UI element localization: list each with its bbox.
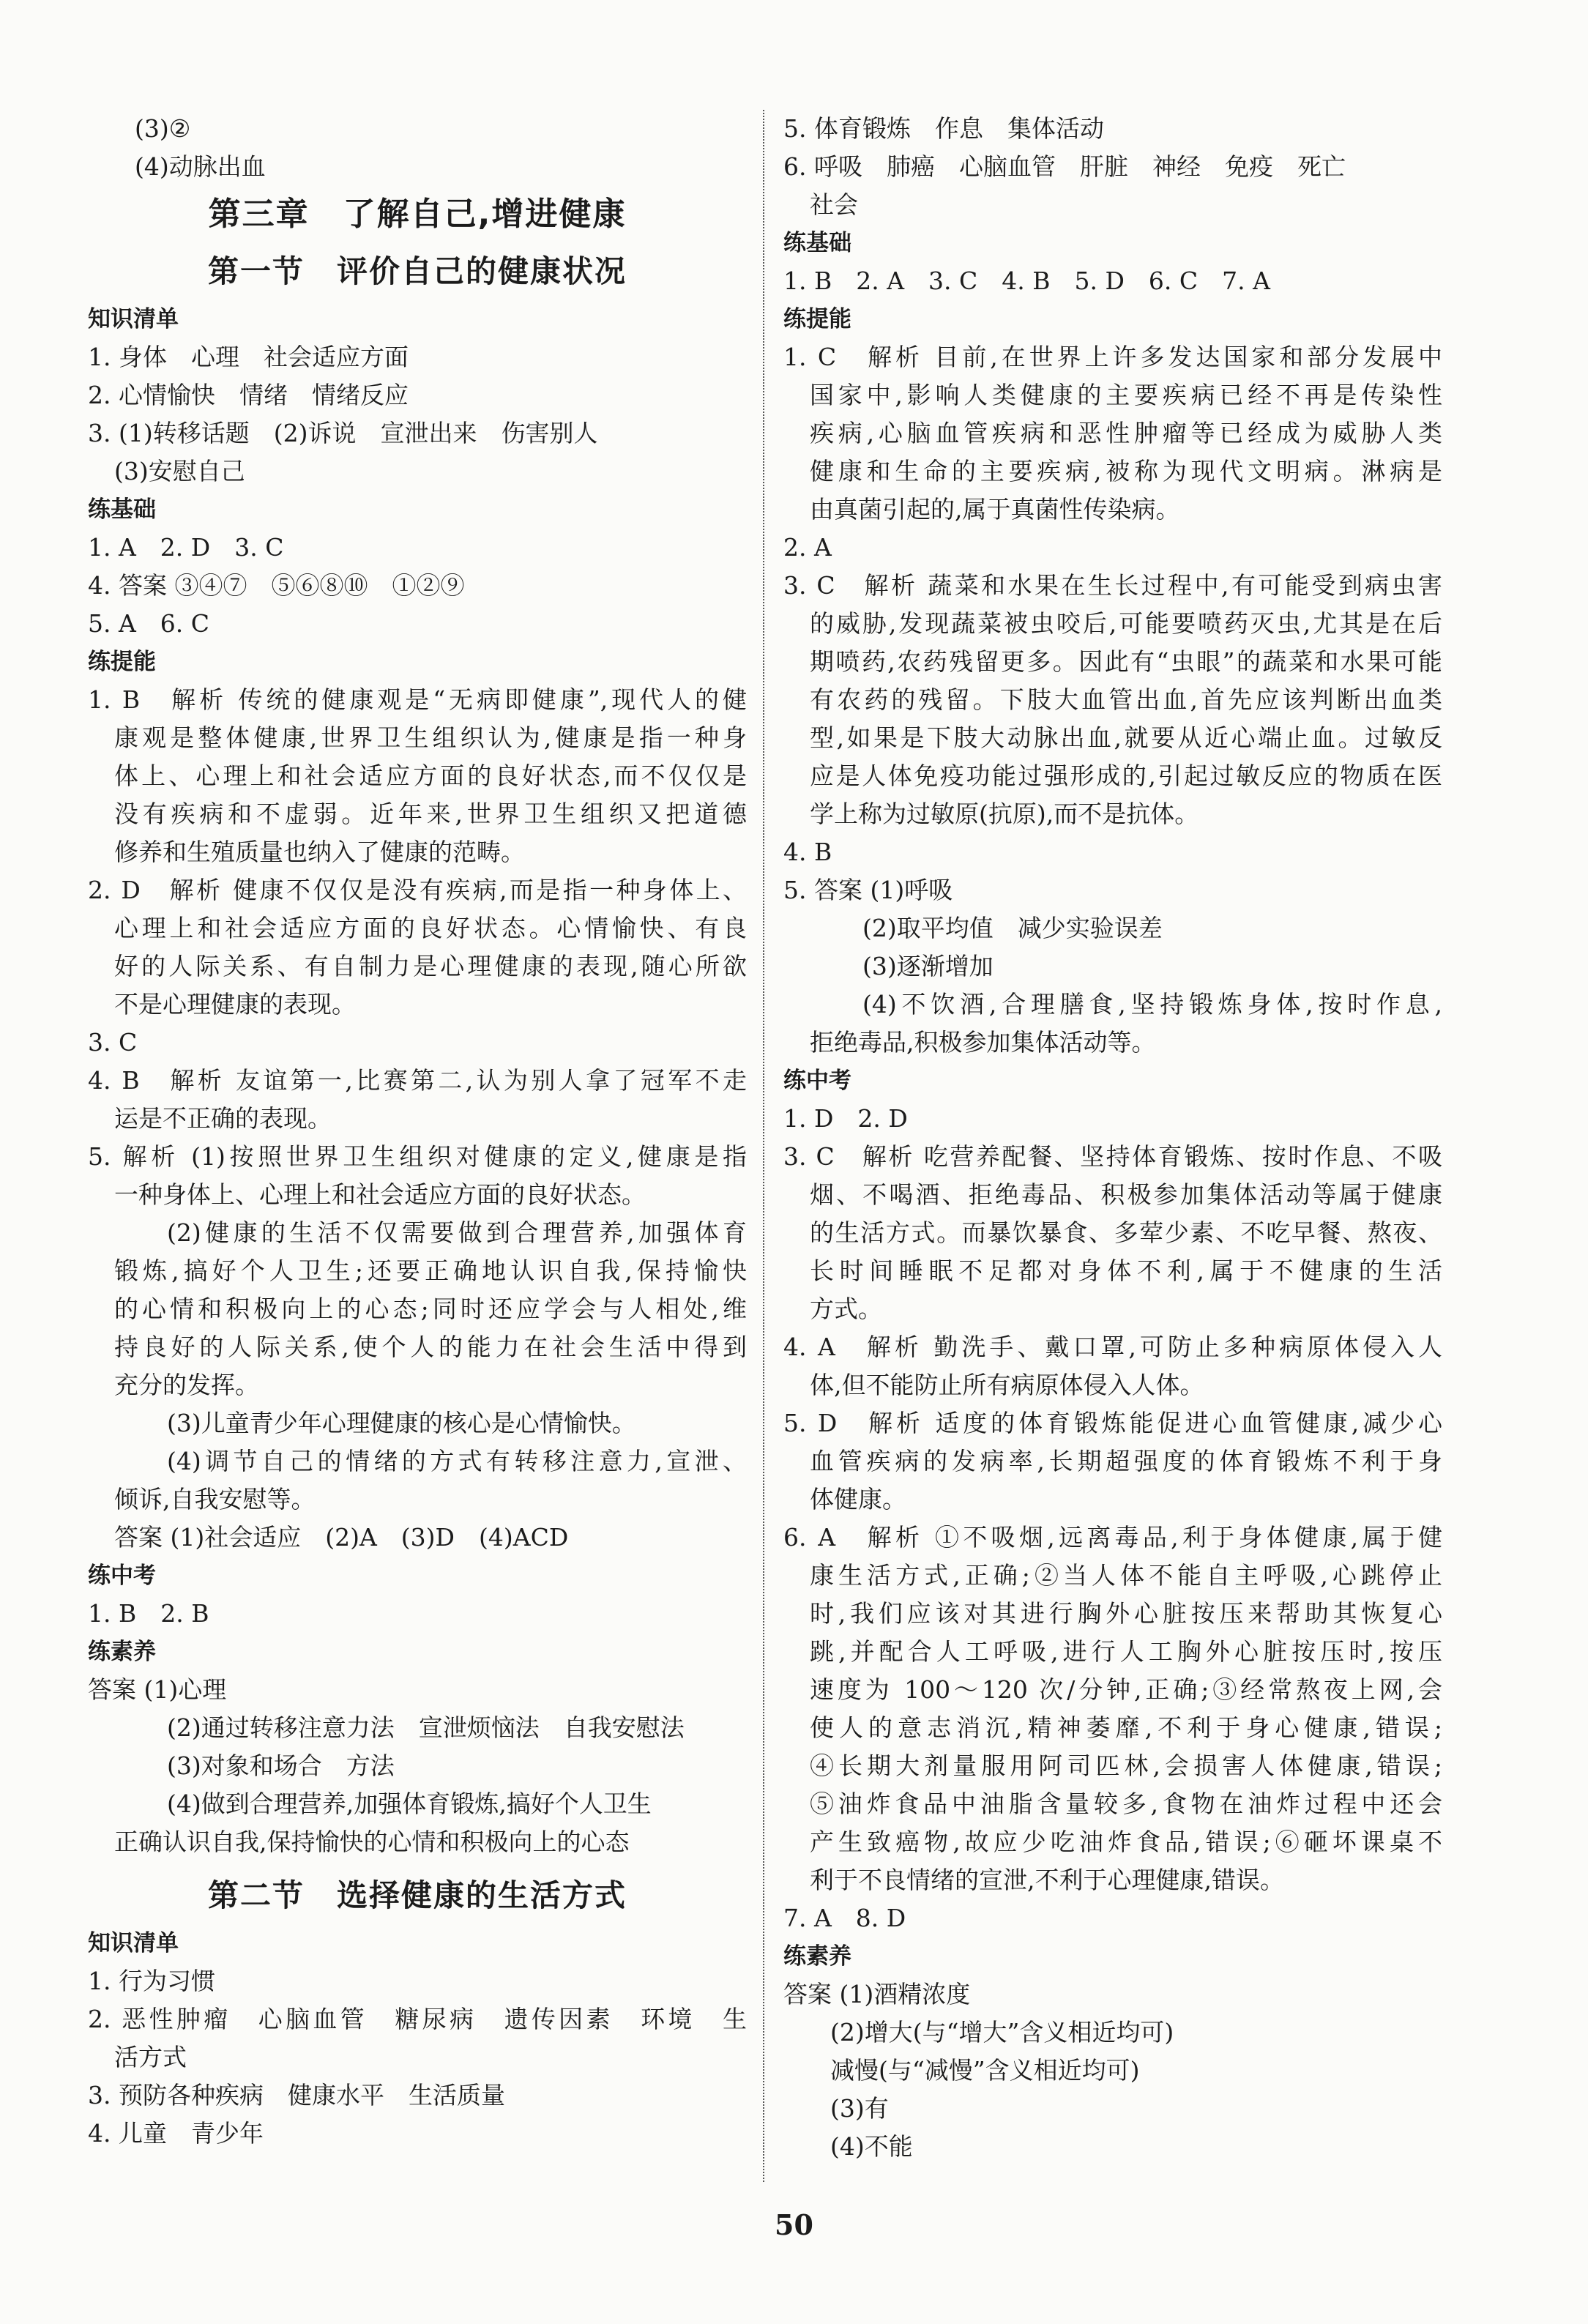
chapter-title: 第三章 了解自己,增进健康 [208, 195, 627, 233]
answer-line: 1. B 2. B [88, 1599, 209, 1628]
answer-line: 康生活方式,正确;②当人体不能自主呼吸,心跳停止 [810, 1561, 1442, 1590]
answer-line: 方式。 [810, 1295, 882, 1323]
answer-line: 充分的发挥。 [114, 1371, 259, 1399]
left-column [88, 110, 747, 2153]
answer-line: (4)不饮酒,合理膳食,坚持锻炼身体,按时作息, [862, 990, 1442, 1018]
answer-line: 运是不正确的表现。 [114, 1104, 332, 1133]
answer-line: 期喷药,农药残留更多。因此有“虫眼”的蔬菜和水果可能 [810, 647, 1442, 676]
answer-line: 一种身体上、心理上和社会适应方面的良好状态。 [114, 1180, 646, 1209]
knowledge-list-label: 知识清单 [88, 306, 179, 332]
answer-line: 产生致癌物,故应少吃油炸食品,错误;⑥砸坏课桌不 [810, 1828, 1442, 1856]
answer-line: 4. A 解析 勤洗手、戴口罩,可防止多种病原体侵入人 [783, 1333, 1442, 1361]
answer-line: ④长期大剂量服用阿司匹林,会损害人体健康,错误; [810, 1751, 1442, 1780]
answer-line: 5. 体育锻炼 作息 集体活动 [783, 114, 1104, 143]
answer-line: 跳,并配合人工呼吸,进行人工胸外心脏按压时,按压 [810, 1637, 1442, 1666]
answer-line: 疾病,心脑血管疾病和恶性肿瘤等已经成为威胁人类 [810, 419, 1442, 447]
answer-line: 长时间睡眠不足都对身体不利,属于不健康的生活 [810, 1256, 1442, 1285]
answer-line: 社会 [810, 190, 858, 219]
answer-line: 1. D 2. D [783, 1104, 908, 1133]
answer-line: 3. C [88, 1028, 138, 1057]
section-title: 第一节 评价自己的健康状况 [207, 253, 627, 289]
answer-line: 康观是整体健康,世界卫生组织认为,健康是指一种身 [114, 723, 747, 752]
answer-line: 1. B 2. A 3. C 4. B 5. D 6. C 7. A [783, 267, 1270, 295]
improve-practice-label: 练提能 [783, 306, 851, 332]
answer-line: 活方式 [114, 2043, 187, 2071]
answer-line: 4. 儿童 青少年 [88, 2119, 264, 2148]
answer-line: 5. 答案 (1)呼吸 [783, 876, 953, 904]
answer-line: (4)不能 [830, 2132, 913, 2161]
answer-line: 1. B 解析 传统的健康观是“无病即健康”,现代人的健 [88, 685, 747, 714]
answer-line: 速度为 100～120 次/分钟,正确;③经常熬夜上网,会 [810, 1675, 1442, 1704]
answer-line: 4. 答案 ③④⑦ ⑤⑥⑧⑩ ①②⑨ [88, 571, 465, 600]
answer-line: 倾诉,自我安慰等。 [114, 1485, 316, 1513]
answer-line: 5. A 6. C [88, 609, 210, 638]
answer-line: 5. 解析 (1)按照世界卫生组织对健康的定义,健康是指 [88, 1142, 747, 1171]
answer-line: 利于不良情绪的宣泄,不利于心理健康,错误。 [810, 1866, 1284, 1894]
answer-line: 3. C 解析 吃营养配餐、坚持体育锻炼、按时作息、不吸 [783, 1142, 1442, 1171]
answer-line: 的生活方式。而暴饮暴食、多荤少素、不吃早餐、熬夜、 [810, 1218, 1442, 1247]
answer-line: (3)逐渐增加 [862, 952, 994, 980]
answer-line: 答案 (1)酒精浓度 [783, 1980, 971, 2008]
answer-line: (2)健康的生活不仅需要做到合理营养,加强体育 [167, 1218, 747, 1247]
answer-line: 修养和生殖质量也纳入了健康的范畴。 [114, 838, 525, 866]
answer-line: 型,如果是下肢大动脉出血,就要从近心端止血。过敏反 [810, 723, 1442, 752]
answer-line: 应是人体免疫功能过强形成的,引起过敏反应的物质在医 [810, 761, 1442, 790]
answer-line: 国家中,影响人类健康的主要疾病已经不再是传染性 [810, 381, 1442, 409]
answer-line: 6. 呼吸 肺癌 心脑血管 肝脏 神经 免疫 死亡 [783, 152, 1346, 181]
answer-line: 健康和生命的主要疾病,被称为现代文明病。淋病是 [810, 457, 1442, 485]
answer-line: 2. D 解析 健康不仅仅是没有疾病,而是指一种身体上、 [88, 876, 747, 904]
answer-line: (2)增大(与“增大”含义相近均可) [830, 2018, 1174, 2046]
literacy-practice-label: 练素养 [88, 1639, 156, 1665]
answer-line: 烟、不喝酒、拒绝毒品、积极参加集体活动等属于健康 [810, 1180, 1442, 1209]
answer-line: 3. 预防各种疾病 健康水平 生活质量 [88, 2081, 505, 2109]
answer-line: 不是心理健康的表现。 [114, 990, 356, 1018]
answer-line: 1. A 2. D 3. C [88, 533, 284, 562]
answer-line: 2. A [783, 533, 832, 562]
answer-line: ⑤油炸食品中油脂含量较多,食物在油炸过程中还会 [810, 1789, 1442, 1818]
answer-line: 由真菌引起的,属于真菌性传染病。 [810, 495, 1180, 524]
answer-line: 6. A 解析 ①不吸烟,远离毒品,利于身体健康,属于健 [783, 1523, 1442, 1552]
answer-line: 拒绝毒品,积极参加集体活动等。 [810, 1028, 1156, 1057]
answer-line: 体健康。 [810, 1485, 906, 1513]
answer-line: (3)儿童青少年心理健康的核心是心情愉快。 [167, 1409, 636, 1437]
answer-line: (2)通过转移注意力法 宣泄烦恼法 自我安慰法 [167, 1713, 685, 1742]
answer-line: 的心情和积极向上的心态;同时还应学会与人相处,维 [114, 1295, 747, 1323]
answer-line: 4. B [783, 838, 832, 866]
answer-line: 学上称为过敏原(抗原),而不是抗体。 [810, 800, 1199, 828]
answer-line: 锻炼,搞好个人卫生;还要正确地认识自我,保持愉快 [114, 1256, 747, 1285]
answer-line: 体,但不能防止所有病原体侵入人体。 [810, 1371, 1204, 1399]
answer-line: 4. B 解析 友谊第一,比赛第二,认为别人拿了冠军不走 [88, 1066, 747, 1095]
answer-line: (3)② [135, 114, 191, 143]
answer-line: 的威胁,发现蔬菜被虫咬后,可能要喷药灭虫,尤其是在后 [810, 609, 1442, 638]
right-column [783, 110, 1442, 2166]
answer-line: 时,我们应该对其进行胸外心脏按压来帮助其恢复心 [810, 1599, 1442, 1628]
answer-line: 3. (1)转移话题 (2)诉说 宣泄出来 伤害别人 [88, 419, 598, 447]
answer-line: (2)取平均值 减少实验误差 [862, 914, 1163, 942]
answer-line: 持良好的人际关系,使个人的能力在社会生活中得到 [114, 1333, 747, 1361]
answer-line: 心理上和社会适应方面的良好状态。心情愉快、有良 [114, 914, 747, 942]
answer-line: 好的人际关系、有自制力是心理健康的表现,随心所欲 [114, 952, 747, 980]
answer-line: 答案 (1)社会适应 (2)A (3)D (4)ACD [114, 1523, 569, 1552]
answer-line: 有农药的残留。下肢大血管出血,首先应该判断出血类 [810, 685, 1442, 714]
knowledge-list-label: 知识清单 [88, 1930, 179, 1956]
answer-line: 减慢(与“减慢”含义相近均可) [830, 2056, 1140, 2085]
answer-line: 2. 恶性肿瘤 心脑血管 糖尿病 遗传因素 环境 生 [88, 2005, 747, 2033]
answer-line: (4)做到合理营养,加强体育锻炼,搞好个人卫生 [167, 1789, 652, 1818]
answer-line: 1. C 解析 目前,在世界上许多发达国家和部分发展中 [783, 343, 1442, 371]
basic-practice-label: 练基础 [88, 496, 156, 523]
answer-line: 体上、心理上和社会适应方面的良好状态,而不仅仅是 [114, 761, 747, 790]
answer-line: 使人的意志消沉,精神萎靡,不利于身心健康,错误; [810, 1713, 1442, 1742]
answer-line: 5. D 解析 适度的体育锻炼能促进心血管健康,减少心 [783, 1409, 1442, 1437]
literacy-practice-label: 练素养 [783, 1943, 851, 1970]
section-title: 第二节 选择健康的生活方式 [207, 1877, 627, 1913]
improve-practice-label: 练提能 [88, 649, 156, 675]
answer-line: 1. 身体 心理 社会适应方面 [88, 343, 409, 371]
answer-line: (3)安慰自己 [114, 457, 245, 485]
exam-practice-label: 练中考 [783, 1068, 851, 1094]
basic-practice-label: 练基础 [783, 230, 851, 256]
page-number: 50 [775, 2208, 813, 2241]
answer-line: 答案 (1)心理 [88, 1675, 227, 1704]
answer-line: (4)调节自己的情绪的方式有转移注意力,宣泄、 [167, 1447, 747, 1475]
answer-line: (3)对象和场合 方法 [167, 1751, 395, 1780]
answer-line: (4)动脉出血 [135, 152, 266, 181]
exam-practice-label: 练中考 [88, 1563, 156, 1589]
answer-line: 2. 心情愉快 情绪 情绪反应 [88, 381, 409, 409]
answer-line: 血管疾病的发病率,长期超强度的体育锻炼不利于身 [810, 1447, 1442, 1475]
answer-line: 3. C 解析 蔬菜和水果在生长过程中,有可能受到病虫害 [783, 571, 1442, 600]
column-divider [763, 110, 764, 2182]
answer-line: 1. 行为习惯 [88, 1967, 215, 1995]
answer-line: 7. A 8. D [783, 1904, 906, 1932]
answer-line: 正确认识自我,保持愉快的心情和积极向上的心态 [114, 1828, 630, 1856]
answer-line: (3)有 [830, 2094, 889, 2123]
answer-line: 没有疾病和不虚弱。近年来,世界卫生组织又把道德 [114, 800, 747, 828]
